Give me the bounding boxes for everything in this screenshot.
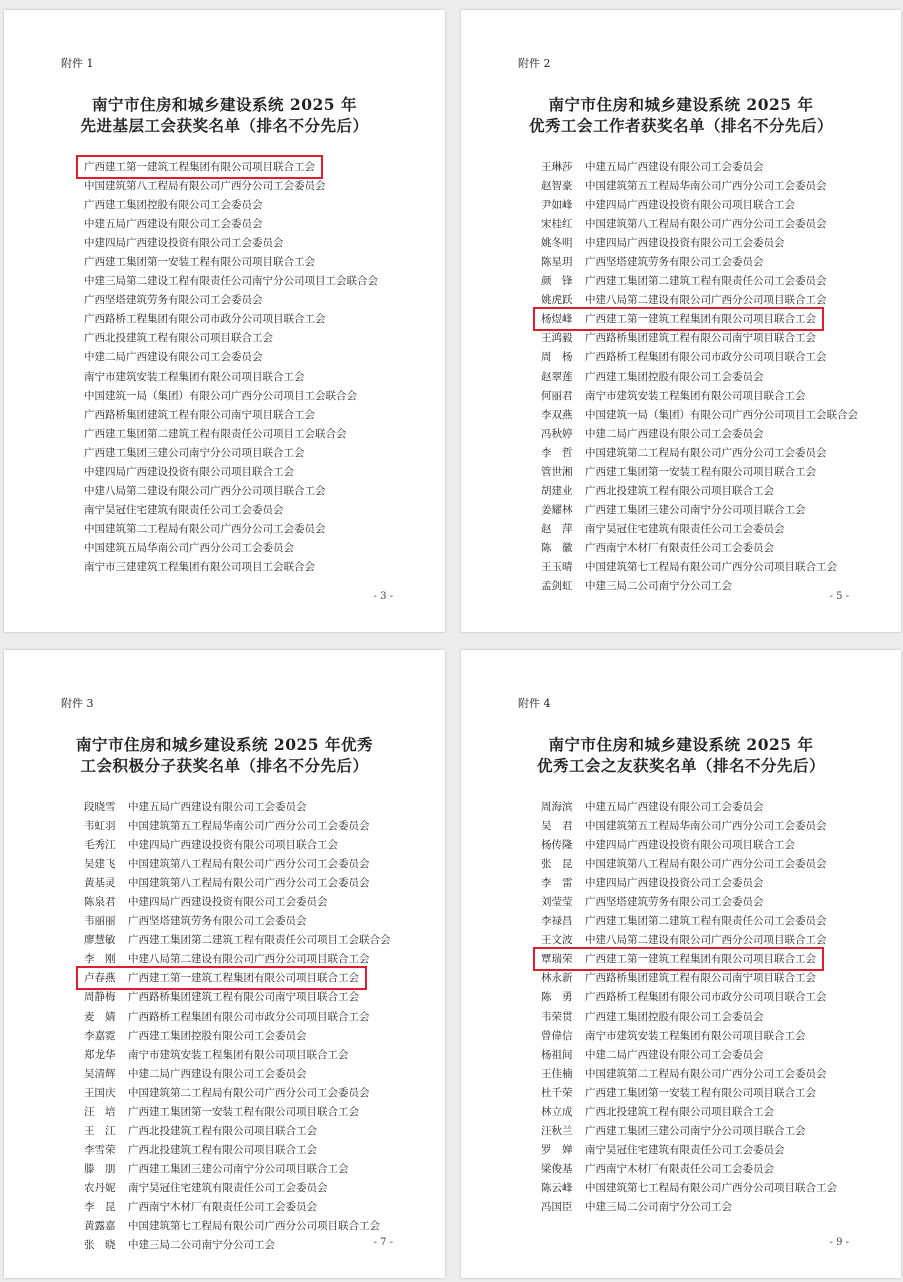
awardee-name: 廖慧敏 <box>84 934 116 947</box>
organization-name: 中国建筑第七工程局有限公司广西分公司项目联合工会 <box>128 1220 380 1233</box>
list-item <box>84 482 378 501</box>
organization-name: 广西建工集团控股有限公司工会委员会 <box>585 370 764 383</box>
awardee-name: 林永新 <box>541 972 573 985</box>
list-item <box>541 444 858 463</box>
awardee-name: 王玉晴 <box>541 560 573 573</box>
list-item <box>84 1046 391 1065</box>
list-item <box>541 501 858 520</box>
organization-name: 中建五局广西建设有限公司工会委员会 <box>128 801 307 813</box>
page-number: - 5 - <box>829 591 849 602</box>
organization-name: 中国建筑第八工程局有限公司广西分公司工会委员会 <box>585 858 827 871</box>
list-item <box>541 348 858 367</box>
list-item <box>84 798 391 817</box>
awardee-name: 黄基灵 <box>84 877 116 890</box>
list-item <box>541 577 858 596</box>
list-item <box>541 893 837 912</box>
title-line-1: 南宁市住房和城乡建设系统 2025 年 <box>548 95 814 114</box>
organization-name: 中建二局广西建设有限公司工会委员会 <box>585 427 764 440</box>
attachment-page-1 <box>4 10 445 632</box>
list-item <box>84 539 378 558</box>
organization-name: 中国建筑一局（集团）有限公司广西分公司项目工会联合会 <box>84 389 357 402</box>
attachment-page-3 <box>4 650 445 1278</box>
organization-name: 广西建工集团控股有限公司工会委员会 <box>128 1029 307 1042</box>
organization-name: 中建四局广西建设投资有限公司项目联合工会 <box>84 465 294 478</box>
organization-name: 中国建筑第八工程局有限公司广西分公司工会委员会 <box>128 858 370 871</box>
list-item <box>84 177 378 196</box>
organization-name: 广西南宁木材厂有限责任公司工会委员会 <box>585 1162 774 1175</box>
organization-name: 中国建筑第五工程局华南公司广西分公司工会委员会 <box>128 820 370 833</box>
list-item <box>84 196 378 215</box>
list-item <box>541 1046 837 1065</box>
organization-name: 中建八局第二建设有限公司广西分公司项目联合工会 <box>585 934 827 947</box>
organization-name: 南宁市建筑安装工程集团有限公司项目联合工会 <box>585 1029 806 1042</box>
awardee-name: 宋桂红 <box>541 218 573 231</box>
list-item <box>84 1236 391 1255</box>
organization-name: 中建四局广西建设投资有限公司工会委员会 <box>585 237 785 250</box>
title-line-2: 优秀工会之友获奖名单（排名不分先后） <box>536 756 825 775</box>
awardee-name: 冯国臣 <box>541 1200 573 1213</box>
list-item <box>84 817 391 836</box>
list-item <box>84 425 378 444</box>
awardee-name: 王 江 <box>84 1124 116 1137</box>
list-item <box>84 520 378 539</box>
list-item <box>84 1179 391 1198</box>
organization-name: 广西建工集团第二建筑工程有限责任公司项目工会联合会 <box>128 934 391 947</box>
organization-name: 中建四局广西建设投资有限公司工会委员会 <box>84 237 284 250</box>
organization-name: 南宁市建筑安装工程集团有限公司项目联合工会 <box>128 1048 349 1061</box>
awardee-name: 张 晓 <box>84 1239 116 1252</box>
organization-name: 中建八局第二建设有限公司广西分公司项目联合工会 <box>128 953 370 966</box>
awardee-name: 杨祖间 <box>541 1048 573 1061</box>
organization-name: 广西北投建筑工程有限公司项目联合工会 <box>84 332 273 345</box>
list-item <box>541 368 858 387</box>
awardee-name: 韦丽丽 <box>84 915 116 928</box>
awardee-name: 滕 朋 <box>84 1162 116 1175</box>
attachment-label: 附件 1 <box>61 57 94 70</box>
organization-name: 南宁昊冠住宅建筑有限责任公司工会委员会 <box>128 1181 328 1194</box>
list-item <box>541 196 858 215</box>
page-title <box>4 734 445 776</box>
list-item <box>541 1198 837 1217</box>
organization-name: 广西建工集团第一安装工程有限公司项目联合工会 <box>585 1086 816 1099</box>
organization-name: 中国建筑第八工程局有限公司广西分公司工会委员会 <box>128 877 370 890</box>
list-item <box>541 1141 837 1160</box>
organization-name: 广西路桥集团建筑工程有限公司南宁项目联合工会 <box>585 332 816 345</box>
attachment-label: 附件 4 <box>518 697 551 710</box>
list-item <box>541 874 837 893</box>
award-list <box>84 798 391 1255</box>
awardee-name: 周海滨 <box>541 801 573 813</box>
awardee-name: 周 杨 <box>541 351 573 364</box>
list-item <box>84 893 391 912</box>
organization-name: 中国建筑第二工程局有限公司广西分公司工会委员会 <box>84 522 326 535</box>
organization-name: 中国建筑一局（集团）有限公司广西分公司项目工会联合会 <box>585 408 858 421</box>
list-item <box>541 177 858 196</box>
list-item <box>541 969 837 988</box>
organization-name: 中国建筑五局华南公司广西分公司工会委员会 <box>84 541 294 554</box>
list-item <box>84 950 391 969</box>
awardee-name: 姜耀林 <box>541 503 573 516</box>
organization-name: 广西建工集团第一安装工程有限公司项目联合工会 <box>128 1105 359 1118</box>
organization-name: 广西北投建筑工程有限公司项目联合工会 <box>585 484 774 497</box>
awardee-name: 杨煜峰 <box>541 313 573 326</box>
list-item <box>541 387 858 406</box>
organization-name: 南宁昊冠住宅建筑有限责任公司工会委员会 <box>585 1143 785 1156</box>
page-number: - 9 - <box>829 1237 849 1248</box>
awardee-name: 曾偉信 <box>541 1029 573 1042</box>
awardee-name: 段晓雪 <box>84 801 116 813</box>
organization-name: 中国建筑第八工程局有限公司广西分公司工会委员会 <box>84 180 326 193</box>
list-item <box>84 1141 391 1160</box>
list-item <box>84 329 378 348</box>
organization-name: 广西建工集团三建公司南宁分公司项目联合工会 <box>128 1162 349 1175</box>
list-item <box>541 520 858 539</box>
list-item <box>541 912 837 931</box>
list-item <box>84 558 378 577</box>
organization-name: 中国建筑第七工程局有限公司广西分公司项目联合工会 <box>585 560 837 573</box>
awardee-name: 陈 徽 <box>541 541 573 554</box>
awardee-name: 吴建飞 <box>84 858 116 871</box>
list-item <box>541 234 858 253</box>
organization-name: 广西建工集团第一安装工程有限公司项目联合工会 <box>585 465 816 478</box>
awardee-name: 李嘉霓 <box>84 1029 116 1042</box>
list-item <box>541 855 837 874</box>
organization-name: 广西建工集团控股有限公司工会委员会 <box>84 199 263 212</box>
list-item <box>84 969 391 988</box>
awardee-name: 卢春燕 <box>84 972 116 985</box>
awardee-name: 张 昆 <box>541 858 573 871</box>
list-item <box>541 158 858 177</box>
awardee-name: 王国庆 <box>84 1086 116 1099</box>
awardee-name: 李禄昌 <box>541 915 573 928</box>
list-item <box>84 1084 391 1103</box>
list-item <box>84 1065 391 1084</box>
attachment-label: 附件 3 <box>61 697 94 710</box>
list-item <box>84 988 391 1007</box>
awardee-name: 吴 君 <box>541 820 573 833</box>
award-list <box>541 158 858 596</box>
list-item <box>541 1027 837 1046</box>
list-item <box>84 874 391 893</box>
awardee-name: 王文波 <box>541 934 573 947</box>
awardee-name: 杨传隆 <box>541 839 573 852</box>
organization-name: 广西建工第一建筑工程集团有限公司项目联合工会 <box>128 972 359 985</box>
list-item <box>84 215 378 234</box>
organization-name: 中国建筑第二工程局有限公司广西分公司工会委员会 <box>128 1086 370 1099</box>
organization-name: 中建四局广西建设投资有限公司项目联合工会 <box>585 199 795 212</box>
organization-name: 中建八局第二建设有限公司广西分公司项目联合工会 <box>585 294 827 307</box>
organization-name: 南宁市三建建筑工程集团有限公司项目工会联合会 <box>84 560 315 573</box>
awardee-name: 李 刚 <box>84 953 116 966</box>
list-item <box>541 272 858 291</box>
organization-name: 广西路桥集团建筑工程有限公司南宁项目联合工会 <box>128 991 359 1004</box>
organization-name: 中建五局广西建设有限公司工会委员会 <box>585 801 764 813</box>
organization-name: 广西路桥集团建筑工程有限公司南宁项目联合工会 <box>585 972 816 985</box>
awardee-name: 王琳莎 <box>541 161 573 173</box>
list-item <box>84 1217 391 1236</box>
list-item <box>84 1160 391 1179</box>
list-item <box>84 291 378 310</box>
awardee-name: 李 昆 <box>84 1200 116 1213</box>
organization-name: 中建三局二公司南宁分公司工会 <box>585 1200 732 1213</box>
awardee-name: 李 雷 <box>541 877 573 890</box>
organization-name: 中建五局广西建设有限公司工会委员会 <box>84 218 263 231</box>
organization-name: 南宁市建筑安装工程集团有限公司项目联合工会 <box>585 389 806 402</box>
list-item <box>541 482 858 501</box>
organization-name: 中建四局广西建设投资有限公司项目联合工会 <box>585 839 795 852</box>
awardee-name: 赵翠莲 <box>541 370 573 383</box>
list-item <box>541 215 858 234</box>
organization-name: 广西坚塔建筑劳务有限公司工会委员会 <box>585 256 764 269</box>
awardee-name: 姚虎跃 <box>541 294 573 307</box>
awardee-name: 胡建业 <box>541 484 573 497</box>
organization-name: 广西坚塔建筑劳务有限公司工会委员会 <box>128 915 307 928</box>
list-item <box>84 234 378 253</box>
awardee-name: 黄露嘉 <box>84 1220 116 1233</box>
awardee-name: 李 哲 <box>541 446 573 459</box>
awardee-name: 杜千荣 <box>541 1086 573 1099</box>
title-line-2: 先进基层工会获奖名单（排名不分先后） <box>80 116 369 135</box>
list-item <box>541 1084 837 1103</box>
organization-name: 广西路桥工程集团有限公司市政分公司项目联合工会 <box>84 313 326 326</box>
organization-name: 广西建工集团第二建筑工程有限责任公司工会委员会 <box>585 915 827 928</box>
awardee-name: 陈星玥 <box>541 256 573 269</box>
list-item <box>84 253 378 272</box>
list-item <box>541 329 858 348</box>
list-item <box>541 425 858 444</box>
awardee-name: 冯秋婷 <box>541 427 573 440</box>
list-item <box>84 310 378 329</box>
list-item <box>84 368 378 387</box>
awardee-name: 王佳楠 <box>541 1067 573 1080</box>
awardee-name: 郑龙华 <box>84 1048 116 1061</box>
organization-name: 广西北投建筑工程有限公司项目联合工会 <box>128 1124 317 1137</box>
list-item <box>84 158 378 177</box>
list-item <box>84 387 378 406</box>
list-item <box>84 501 378 520</box>
awardee-name: 陈云峰 <box>541 1181 573 1194</box>
list-item <box>541 310 858 329</box>
list-item <box>541 291 858 310</box>
organization-name: 广西坚塔建筑劳务有限公司工会委员会 <box>585 896 764 909</box>
awardee-name: 姚冬明 <box>541 237 573 250</box>
organization-name: 中国建筑第五工程局华南公司广西分公司工会委员会 <box>585 820 827 833</box>
list-item <box>541 463 858 482</box>
organization-name: 广西坚塔建筑劳务有限公司工会委员会 <box>84 294 263 307</box>
awardee-name: 陈泉君 <box>84 896 116 909</box>
list-item <box>541 1179 837 1198</box>
list-item <box>84 272 378 291</box>
organization-name: 广西路桥工程集团有限公司市政分公司项目联合工会 <box>585 351 827 364</box>
organization-name: 南宁昊冠住宅建筑有限责任公司工会委员会 <box>84 503 284 516</box>
organization-name: 南宁市建筑安装工程集团有限公司项目联合工会 <box>84 370 305 383</box>
attachment-page-2 <box>461 10 901 632</box>
list-item <box>84 1103 391 1122</box>
organization-name: 广西建工集团第二建筑工程有限责任公司工会委员会 <box>585 275 827 288</box>
organization-name: 中国建筑第八工程局有限公司广西分公司工会委员会 <box>585 218 827 231</box>
list-item <box>84 836 391 855</box>
awardee-name: 吴清辉 <box>84 1067 116 1080</box>
awardee-name: 周静梅 <box>84 991 116 1004</box>
organization-name: 中国建筑第五工程局华南公司广西分公司工会委员会 <box>585 180 827 193</box>
awardee-name: 王鸿毅 <box>541 332 573 345</box>
list-item <box>541 558 858 577</box>
organization-name: 广西路桥工程集团有限公司市政分公司项目联合工会 <box>585 991 827 1004</box>
list-item <box>541 1122 837 1141</box>
organization-name: 中建四局广西建设投资有限公司项目联合工会 <box>128 839 338 852</box>
awardee-name: 李雪荣 <box>84 1143 116 1156</box>
attachment-label: 附件 2 <box>518 57 551 70</box>
list-item <box>84 444 378 463</box>
awardee-name: 管世湘 <box>541 465 573 478</box>
awardee-name: 韦虹羽 <box>84 820 116 833</box>
list-item <box>541 406 858 425</box>
list-item <box>541 798 837 817</box>
organization-name: 中建二局广西建设有限公司工会委员会 <box>128 1067 307 1080</box>
list-item <box>541 539 858 558</box>
title-line-2: 优秀工会工作者获奖名单（排名不分先后） <box>528 116 833 135</box>
organization-name: 中建三局第二建设工程有限责任公司南宁分公司项目工会联合会 <box>84 275 378 288</box>
list-item <box>84 1027 391 1046</box>
organization-name: 中建五局广西建设有限公司工会委员会 <box>585 161 764 173</box>
list-item <box>84 855 391 874</box>
page-number: - 3 - <box>373 591 393 602</box>
page-title <box>4 94 445 136</box>
awardee-name: 汪秋兰 <box>541 1124 573 1137</box>
awardee-name: 陈 勇 <box>541 991 573 1004</box>
page-title <box>461 734 901 776</box>
awardee-name: 罗 婵 <box>541 1143 573 1156</box>
organization-name: 广西北投建筑工程有限公司项目联合工会 <box>128 1143 317 1156</box>
list-item <box>541 1008 837 1027</box>
page-number: - 7 - <box>373 1237 393 1248</box>
awardee-name: 麦 婧 <box>84 1010 116 1023</box>
list-item <box>84 406 378 425</box>
awardee-name: 赵 萍 <box>541 522 573 535</box>
organization-name: 中建八局第二建设有限公司广西分公司项目联合工会 <box>84 484 326 497</box>
awardee-name: 梁俊基 <box>541 1162 573 1175</box>
awardee-name: 毛秀江 <box>84 839 116 852</box>
organization-name: 广西建工集团三建公司南宁分公司项目联合工会 <box>585 1124 806 1137</box>
organization-name: 中建三局二公司南宁分公司工会 <box>585 580 732 593</box>
list-item <box>84 463 378 482</box>
organization-name: 广西南宁木材厂有限责任公司工会委员会 <box>128 1200 317 1213</box>
organization-name: 中建四局广西建设投资公司工会委员会 <box>585 877 764 890</box>
awardee-name: 赵智豪 <box>541 180 573 193</box>
title-line-1: 南宁市住房和城乡建设系统 2025 年 <box>548 735 814 754</box>
organization-name: 广西路桥工程集团有限公司市政分公司项目联合工会 <box>128 1010 370 1023</box>
awardee-name: 林立成 <box>541 1105 573 1118</box>
list-item <box>541 950 837 969</box>
organization-name: 广西建工第一建筑工程集团有限公司项目联合工会 <box>585 313 816 326</box>
organization-name: 广西建工集团控股有限公司工会委员会 <box>585 1010 764 1023</box>
list-item <box>84 1122 391 1141</box>
awardee-name: 刘莹莹 <box>541 896 573 909</box>
awardee-name: 李双燕 <box>541 408 573 421</box>
awardee-name: 孟剑虹 <box>541 580 573 593</box>
awardee-name: 颜 锋 <box>541 275 573 288</box>
list-item <box>541 988 837 1007</box>
award-list <box>84 158 378 577</box>
list-item <box>84 1198 391 1217</box>
organization-name: 中国建筑第二工程局有限公司广西分公司工会委员会 <box>585 446 827 459</box>
list-item <box>84 912 391 931</box>
awardee-name: 尹如峰 <box>541 199 573 212</box>
list-item <box>541 1103 837 1122</box>
organization-name: 中国建筑第二工程局有限公司广西分公司工会委员会 <box>585 1067 827 1080</box>
award-list <box>541 798 837 1217</box>
list-item <box>541 817 837 836</box>
organization-name: 广西建工集团第一安装工程有限公司项目联合工会 <box>84 256 315 269</box>
title-line-1: 南宁市住房和城乡建设系统 2025 年优秀 <box>76 735 373 754</box>
organization-name: 中建二局广西建设有限公司工会委员会 <box>585 1048 764 1061</box>
organization-name: 广西北投建筑工程有限公司项目联合工会 <box>585 1105 774 1118</box>
organization-name: 中建四局广西建设投资有限公司工会委员会 <box>128 896 328 909</box>
organization-name: 中建二局广西建设有限公司工会委员会 <box>84 351 263 364</box>
list-item <box>541 931 837 950</box>
list-item <box>84 1008 391 1027</box>
organization-name: 广西建工第一建筑工程集团有限公司项目联合工会 <box>84 161 315 173</box>
organization-name: 广西南宁木材厂有限责任公司工会委员会 <box>585 541 774 554</box>
organization-name: 广西建工集团第二建筑工程有限责任公司项目工会联合会 <box>84 427 347 440</box>
awardee-name: 汪 培 <box>84 1105 116 1118</box>
organization-name: 南宁昊冠住宅建筑有限责任公司工会委员会 <box>585 522 785 535</box>
list-item <box>541 836 837 855</box>
awardee-name: 农丹妮 <box>84 1181 116 1194</box>
awardee-name: 覃瑞荣 <box>541 953 573 966</box>
organization-name: 中建三局二公司南宁分公司工会 <box>128 1239 275 1252</box>
list-item <box>84 348 378 367</box>
attachment-page-4 <box>461 650 901 1278</box>
organization-name: 广西建工集团三建公司南宁分公司项目联合工会 <box>585 503 806 516</box>
list-item <box>541 253 858 272</box>
awardee-name: 何丽君 <box>541 389 573 402</box>
list-item <box>541 1065 837 1084</box>
organization-name: 广西路桥集团建筑工程有限公司南宁项目联合工会 <box>84 408 315 421</box>
organization-name: 中国建筑第七工程局有限公司广西分公司项目联合工会 <box>585 1181 837 1194</box>
list-item <box>541 1160 837 1179</box>
title-line-2: 工会积极分子获奖名单（排名不分先后） <box>80 756 369 775</box>
title-line-1: 南宁市住房和城乡建设系统 2025 年 <box>92 95 357 114</box>
list-item <box>84 931 391 950</box>
organization-name: 广西建工第一建筑工程集团有限公司项目联合工会 <box>585 953 816 966</box>
awardee-name: 韦荣贯 <box>541 1010 573 1023</box>
organization-name: 广西建工集团三建公司南宁分公司项目联合工会 <box>84 446 305 459</box>
page-title <box>461 94 901 136</box>
